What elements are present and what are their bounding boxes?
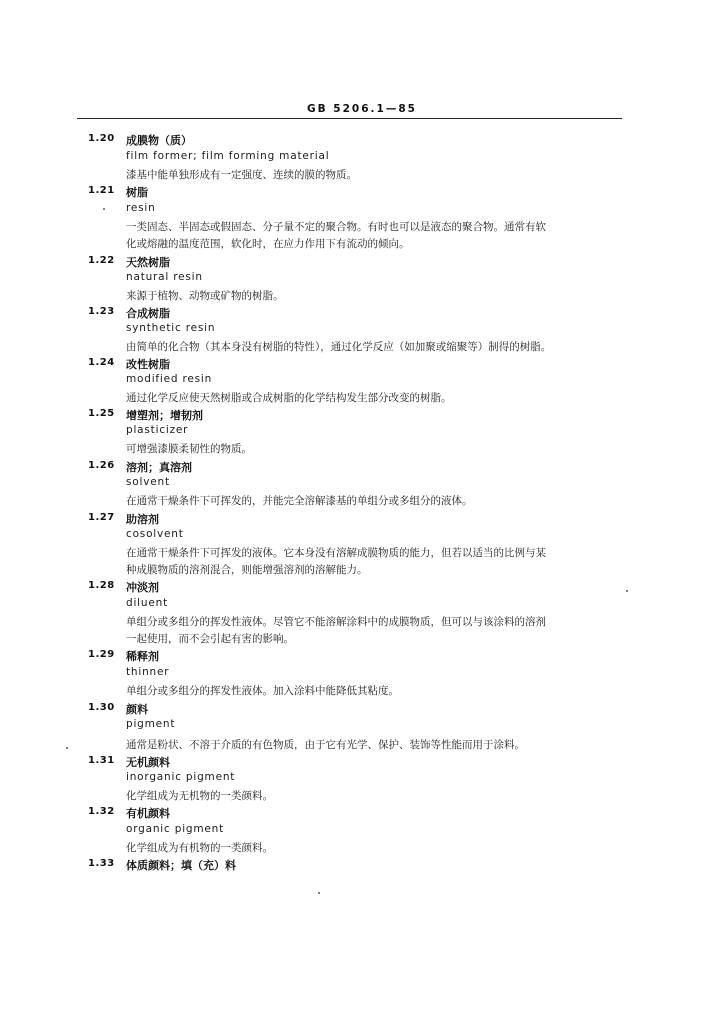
entry-term: 溶剂；真溶剂 <box>126 461 192 474</box>
entry-term: 冲淡剂 <box>126 581 159 594</box>
entry-number: 1.22 <box>88 255 115 266</box>
entry-definition-line: 一类固态、半固态或假固态、分子量不定的聚合物。有时也可以是液态的聚合物。通常有软 <box>126 221 546 233</box>
entry-definition-line: 可增强漆膜柔韧性的物质。 <box>126 443 252 455</box>
entry-definition-line: 漆基中能单独形成有一定强度、连续的膜的物质。 <box>126 169 357 181</box>
entry-definition-line: 单组分或多组分的挥发性液体。加入涂料中能降低其粘度。 <box>126 685 399 697</box>
entry-number: 1.33 <box>88 858 115 869</box>
entry-term: 树脂 <box>126 186 148 199</box>
header-rule <box>77 118 622 119</box>
entry-definition-line: 在通常干燥条件下可挥发的，并能完全溶解漆基的单组分或多组分的液体。 <box>126 495 473 507</box>
entry-english: cosolvent <box>126 528 184 540</box>
entry-number: 1.21 <box>88 185 115 196</box>
entry-term: 合成树脂 <box>126 307 170 320</box>
entry-definition-line: 在通常干燥条件下可挥发的液体。它本身没有溶解成膜物质的能力，但若以适当的比例与某 <box>126 547 546 559</box>
entry-number: 1.32 <box>88 806 115 817</box>
entry-term: 改性树脂 <box>126 358 170 371</box>
entry-term: 颜料 <box>126 703 148 716</box>
entry-english: film former; film forming material <box>126 150 330 162</box>
entry-number: 1.23 <box>88 306 115 317</box>
entry-definition-line: 种成膜物质的溶剂混合，则能增强溶剂的溶解能力。 <box>126 564 368 576</box>
entry-definition-line: 化学组成为无机物的一类颜料。 <box>126 790 273 802</box>
entry-term: 稀释剂 <box>126 650 159 663</box>
entry-number: 1.20 <box>88 133 115 144</box>
entry-number: 1.30 <box>88 702 115 713</box>
entry-english: solvent <box>126 476 170 488</box>
entry-definition-line: 单组分或多组分的挥发性液体。尽管它不能溶解涂料中的成膜物质，但可以与该涂料的溶剂 <box>126 616 546 628</box>
entry-english: natural resin <box>126 271 203 283</box>
entry-number: 1.26 <box>88 460 115 471</box>
entry-definition-line: 化或熔融的温度范围，软化时，在应力作用下有流动的倾向。 <box>126 238 410 250</box>
entry-english: resin <box>126 202 156 214</box>
entry-english: inorganic pigment <box>126 771 236 783</box>
entry-definition-line: 来源于植物、动物或矿物的树脂。 <box>126 290 284 302</box>
entry-definition-line: 通过化学反应使天然树脂或合成树脂的化学结构发生部分改变的树脂。 <box>126 392 452 404</box>
entry-term: 天然树脂 <box>126 256 170 269</box>
scan-speck <box>103 208 105 210</box>
entry-definition-line: 一起使用，而不会引起有害的影响。 <box>126 633 294 645</box>
entry-term: 助溶剂 <box>126 513 159 526</box>
standard-code-header: GB 5206.1—85 <box>307 103 417 115</box>
entry-english: plasticizer <box>126 424 189 436</box>
scan-speck <box>318 892 320 894</box>
entry-term: 无机颜料 <box>126 756 170 769</box>
entry-number: 1.31 <box>88 755 115 766</box>
entry-number: 1.29 <box>88 649 115 660</box>
scan-speck <box>626 590 628 592</box>
entry-english: pigment <box>126 718 176 730</box>
entry-english: thinner <box>126 666 170 678</box>
entry-definition-line: 化学组成为有机物的一类颜料。 <box>126 842 273 854</box>
entry-number: 1.25 <box>88 408 115 419</box>
entry-term: 成膜物（质） <box>126 134 192 147</box>
scan-speck <box>66 747 68 749</box>
entry-definition-line: 通常是粉状、不溶于介质的有色物质，由于它有光学、保护、装饰等性能而用于涂料。 <box>126 739 525 751</box>
entry-term: 增塑剂；增韧剂 <box>126 409 203 422</box>
entry-english: organic pigment <box>126 823 225 835</box>
entry-english: modified resin <box>126 373 213 385</box>
entry-english: diluent <box>126 597 168 609</box>
entry-number: 1.28 <box>88 580 115 591</box>
entry-english: synthetic resin <box>126 322 216 334</box>
entry-term: 有机颜料 <box>126 807 170 820</box>
entry-definition-line: 由简单的化合物（其本身没有树脂的特性），通过化学反应（如加聚或缩聚等）制得的树脂。 <box>126 341 552 353</box>
entry-number: 1.24 <box>88 357 115 368</box>
entry-number: 1.27 <box>88 512 115 523</box>
entry-term: 体质颜料；填（充）料 <box>126 859 236 872</box>
